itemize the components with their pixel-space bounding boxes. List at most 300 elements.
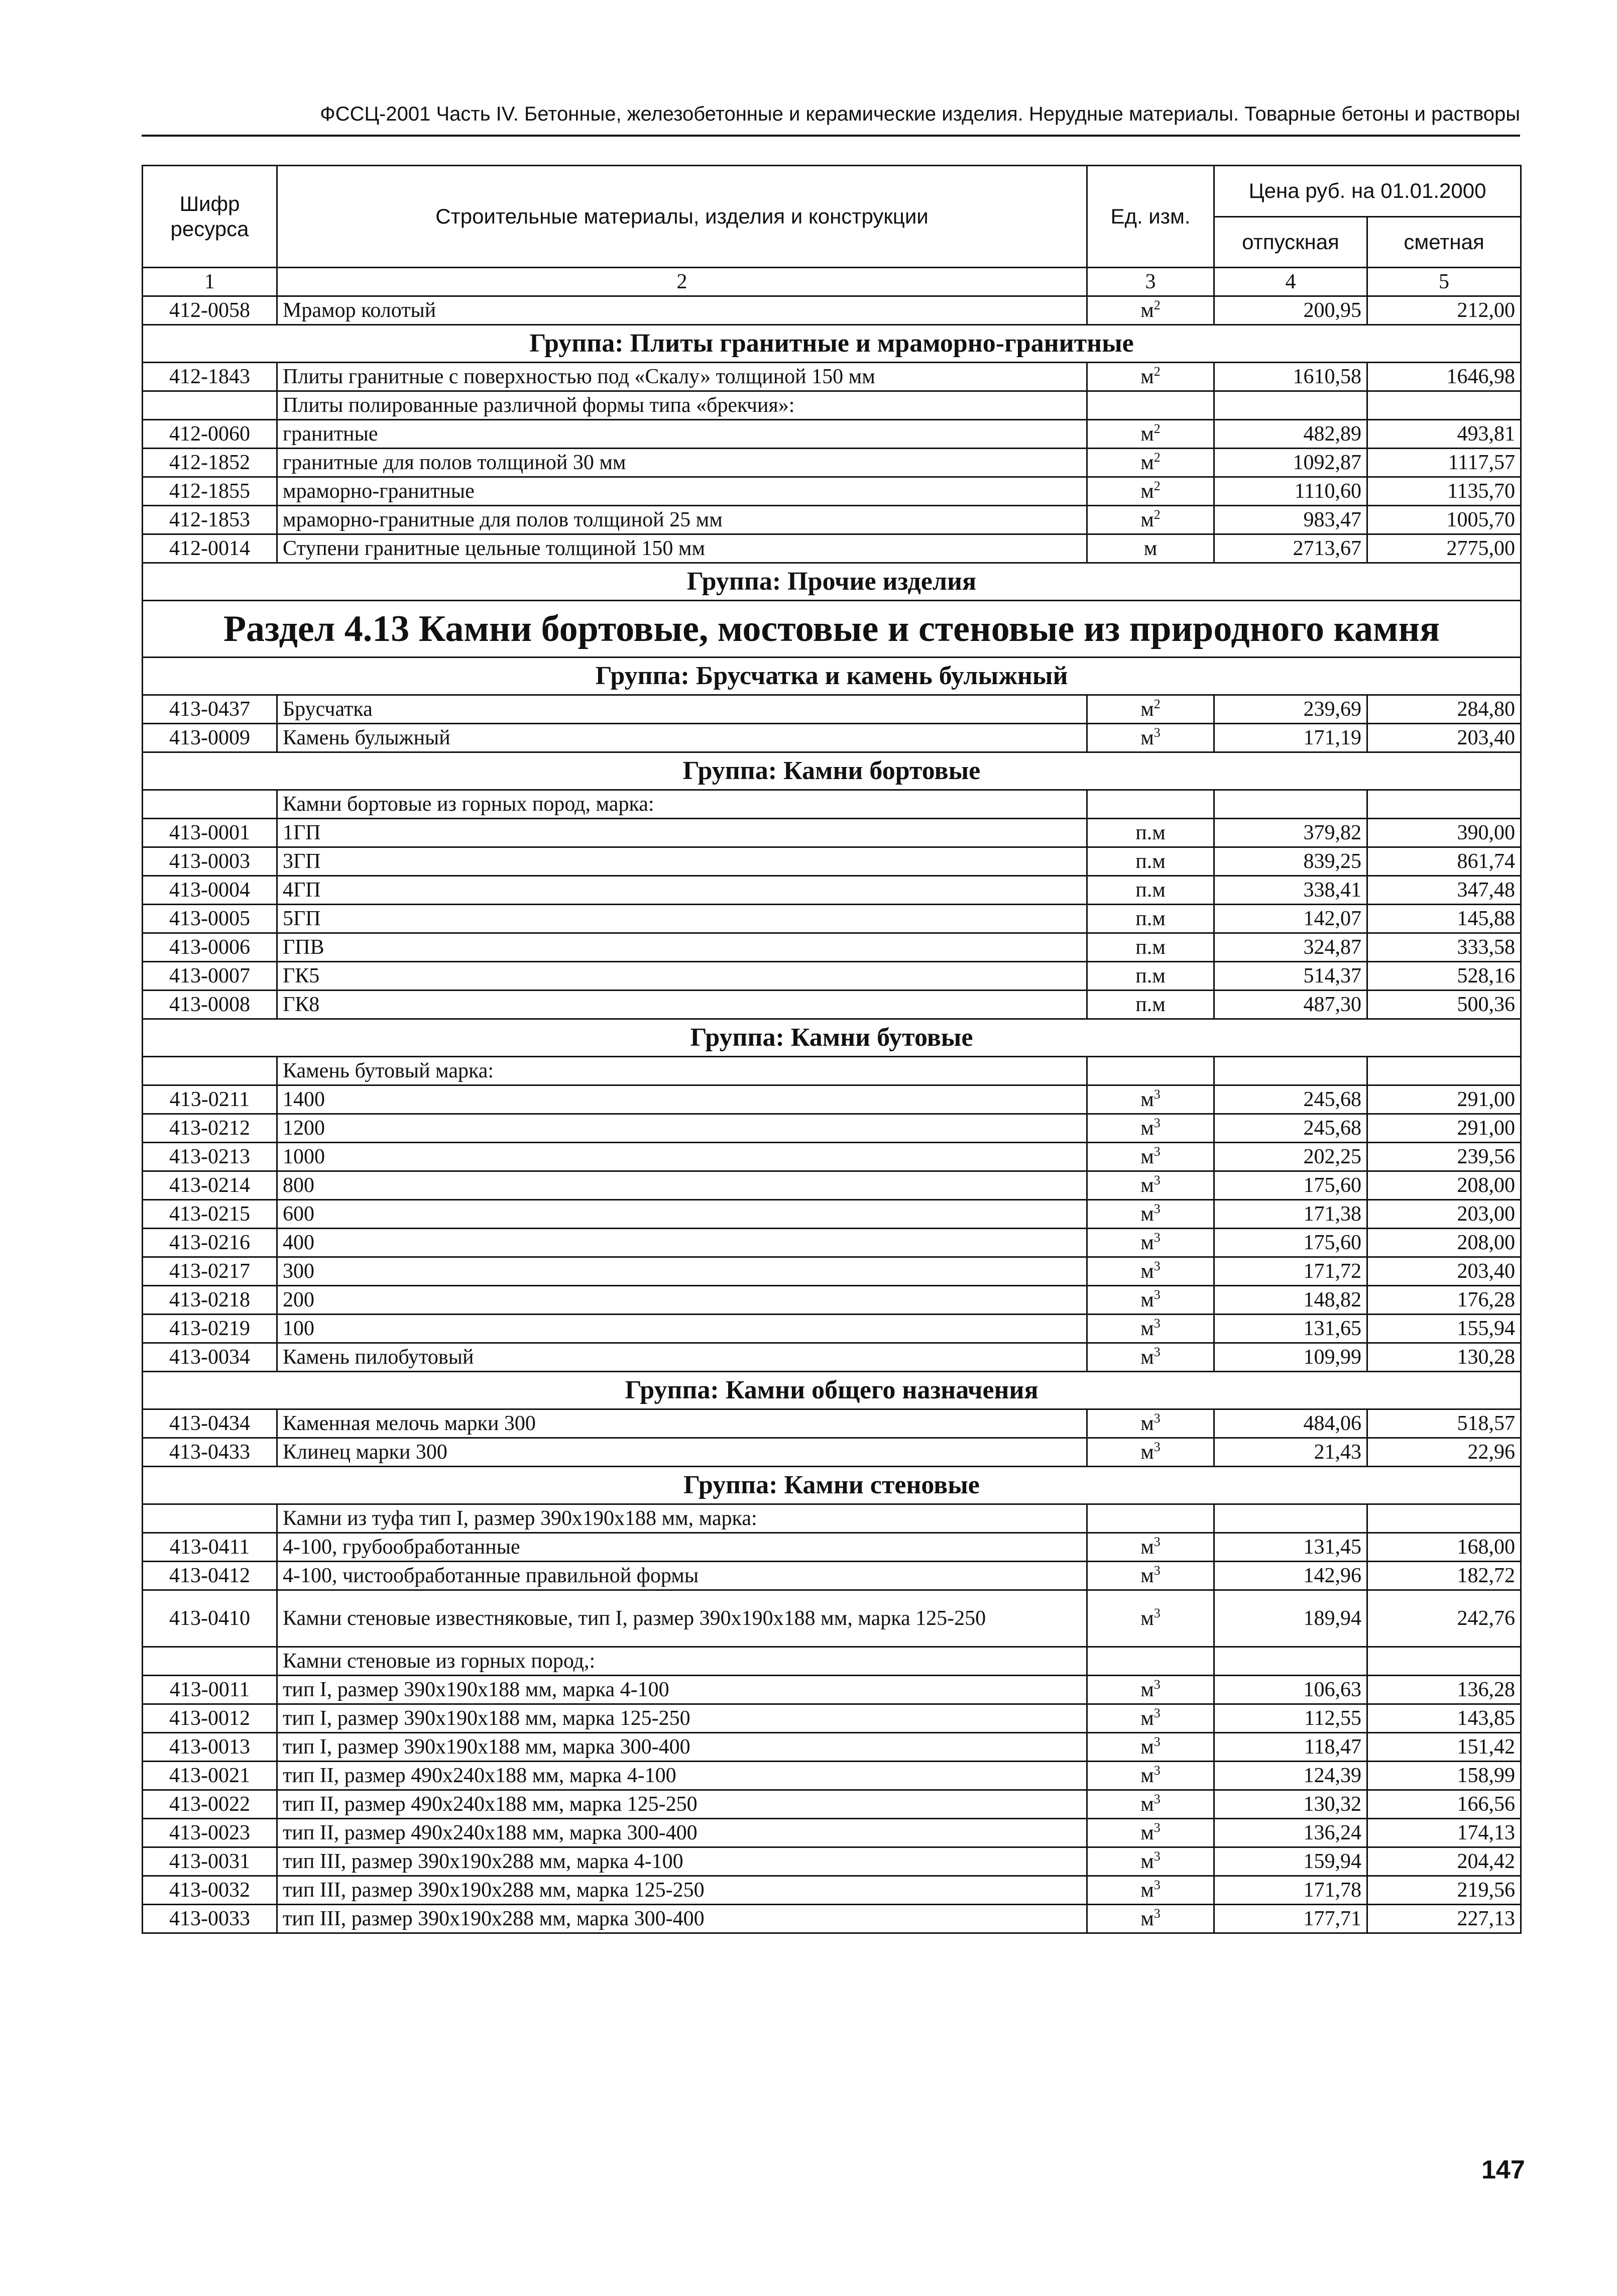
release-price: 379,82 bbox=[1214, 819, 1367, 847]
table-row bbox=[143, 1200, 1521, 1229]
unit-of-measure bbox=[1087, 363, 1214, 391]
table-row bbox=[143, 1257, 1521, 1286]
resource-code: 413-0012 bbox=[143, 1704, 277, 1733]
resource-code: 413-0021 bbox=[143, 1762, 277, 1790]
unit-exponent: 3 bbox=[1153, 1116, 1161, 1130]
unit-of-measure bbox=[1087, 506, 1214, 534]
table-row bbox=[143, 876, 1521, 905]
estimate-price: 239,56 bbox=[1367, 1143, 1521, 1171]
row-unit-empty bbox=[1087, 1504, 1214, 1533]
unit-exponent: 3 bbox=[1153, 1563, 1161, 1578]
material-name: 4-100, грубообработанные bbox=[277, 1533, 1087, 1562]
resource-code: 413-0216 bbox=[143, 1229, 277, 1257]
material-name: тип III, размер 390х190х288 мм, марка 4-100 bbox=[277, 1847, 1087, 1876]
material-name: ГК8 bbox=[277, 991, 1087, 1019]
unit-of-measure bbox=[1087, 1315, 1214, 1343]
unit-of-measure bbox=[1087, 1143, 1214, 1171]
resource-code: 413-0411 bbox=[143, 1533, 277, 1562]
group-heading-row bbox=[143, 563, 1521, 601]
release-price: 106,63 bbox=[1214, 1676, 1367, 1704]
material-name: ГК5 bbox=[277, 962, 1087, 991]
table-row bbox=[143, 1315, 1521, 1343]
table-row bbox=[143, 991, 1521, 1019]
estimate-price: 291,00 bbox=[1367, 1085, 1521, 1114]
release-price: 514,37 bbox=[1214, 962, 1367, 991]
resource-code: 413-0410 bbox=[143, 1590, 277, 1647]
estimate-price: 227,13 bbox=[1367, 1905, 1521, 1933]
unit-of-measure bbox=[1087, 1085, 1214, 1114]
unit-exponent: 3 bbox=[1153, 1535, 1161, 1549]
material-name: тип I, размер 390х190х188 мм, марка 300-400 bbox=[277, 1733, 1087, 1762]
unit-of-measure bbox=[1087, 534, 1214, 563]
estimate-price: 130,28 bbox=[1367, 1343, 1521, 1372]
material-name: Камень пилобутовый bbox=[277, 1343, 1087, 1372]
group-title: Группа: Камни общего назначения bbox=[143, 1372, 1521, 1409]
unit-text: п.м bbox=[1135, 936, 1166, 959]
resource-code: 413-0032 bbox=[143, 1876, 277, 1905]
unit-exponent: 2 bbox=[1153, 507, 1161, 522]
subheading-row bbox=[143, 1647, 1521, 1676]
column-number: 1 bbox=[143, 268, 277, 296]
release-price: 159,94 bbox=[1214, 1847, 1367, 1876]
unit-of-measure bbox=[1087, 1171, 1214, 1200]
estimate-price: 203,40 bbox=[1367, 724, 1521, 752]
unit-of-measure bbox=[1087, 1819, 1214, 1847]
table-row bbox=[143, 1876, 1521, 1905]
subheading-row bbox=[143, 1504, 1521, 1533]
resource-code: 413-0033 bbox=[143, 1905, 277, 1933]
release-price: 338,41 bbox=[1214, 876, 1367, 905]
unit-of-measure bbox=[1087, 905, 1214, 933]
unit-exponent: 2 bbox=[1153, 421, 1161, 436]
table-row bbox=[143, 819, 1521, 847]
resource-code: 412-1852 bbox=[143, 449, 277, 477]
resource-code: 413-0011 bbox=[143, 1676, 277, 1704]
material-name: тип II, размер 490х240х188 мм, марка 4-100 bbox=[277, 1762, 1087, 1790]
table-row bbox=[143, 534, 1521, 563]
unit-of-measure bbox=[1087, 1905, 1214, 1933]
unit-of-measure bbox=[1087, 1562, 1214, 1590]
table-row bbox=[143, 477, 1521, 506]
unit-exponent: 2 bbox=[1153, 697, 1161, 711]
release-price: 484,06 bbox=[1214, 1409, 1367, 1438]
unit-text: м bbox=[1140, 1821, 1154, 1844]
resource-code: 413-0218 bbox=[143, 1286, 277, 1315]
unit-text: п.м bbox=[1135, 993, 1166, 1016]
unit-text: м bbox=[1140, 1793, 1154, 1816]
unit-of-measure bbox=[1087, 847, 1214, 876]
table-row bbox=[143, 420, 1521, 449]
release-price: 142,07 bbox=[1214, 905, 1367, 933]
material-name: 5ГП bbox=[277, 905, 1087, 933]
group-title: Группа: Брусчатка и камень булыжный bbox=[143, 658, 1521, 695]
estimate-price: 212,00 bbox=[1367, 296, 1521, 325]
row-release-empty bbox=[1214, 391, 1367, 420]
release-price: 175,60 bbox=[1214, 1171, 1367, 1200]
estimate-price: 182,72 bbox=[1367, 1562, 1521, 1590]
group-title: Группа: Камни бортовые bbox=[143, 752, 1521, 790]
column-header-release: отпускная bbox=[1214, 216, 1367, 268]
material-name: Мрамор колотый bbox=[277, 296, 1087, 325]
unit-text: м bbox=[1140, 1288, 1154, 1311]
unit-exponent: 3 bbox=[1153, 1230, 1161, 1245]
estimate-price: 204,42 bbox=[1367, 1847, 1521, 1876]
unit-text: м bbox=[1140, 1678, 1154, 1701]
table-row bbox=[143, 363, 1521, 391]
unit-text: м bbox=[1140, 1850, 1154, 1873]
unit-exponent: 3 bbox=[1153, 1734, 1161, 1749]
release-price: 118,47 bbox=[1214, 1733, 1367, 1762]
header-divider bbox=[142, 135, 1520, 137]
unit-text: м bbox=[1140, 726, 1154, 749]
unit-of-measure bbox=[1087, 991, 1214, 1019]
subheading-text: Камни стеновые из горных пород,: bbox=[277, 1647, 1087, 1676]
unit-of-measure bbox=[1087, 1257, 1214, 1286]
unit-exponent: 2 bbox=[1153, 479, 1161, 493]
release-price: 482,89 bbox=[1214, 420, 1367, 449]
table-row bbox=[143, 1286, 1521, 1315]
material-name: Камень булыжный bbox=[277, 724, 1087, 752]
unit-exponent: 3 bbox=[1153, 1820, 1161, 1835]
column-number-row bbox=[143, 268, 1521, 296]
release-price: 171,78 bbox=[1214, 1876, 1367, 1905]
release-price: 142,96 bbox=[1214, 1562, 1367, 1590]
table-row bbox=[143, 1171, 1521, 1200]
resource-code: 412-1853 bbox=[143, 506, 277, 534]
release-price: 1092,87 bbox=[1214, 449, 1367, 477]
unit-exponent: 3 bbox=[1153, 1173, 1161, 1187]
release-price: 109,99 bbox=[1214, 1343, 1367, 1372]
resource-code: 412-1843 bbox=[143, 363, 277, 391]
table-row bbox=[143, 296, 1521, 325]
estimate-price: 168,00 bbox=[1367, 1533, 1521, 1562]
unit-text: м bbox=[1140, 508, 1154, 531]
resource-code: 413-0213 bbox=[143, 1143, 277, 1171]
resource-code: 413-0005 bbox=[143, 905, 277, 933]
resource-code: 413-0215 bbox=[143, 1200, 277, 1229]
unit-text: м bbox=[1140, 422, 1154, 446]
row-unit-empty bbox=[1087, 790, 1214, 819]
subheading-text: Камень бутовый марка: bbox=[277, 1057, 1087, 1085]
estimate-price: 528,16 bbox=[1367, 962, 1521, 991]
estimate-price: 518,57 bbox=[1367, 1409, 1521, 1438]
unit-text: м bbox=[1143, 537, 1158, 560]
unit-of-measure bbox=[1087, 1762, 1214, 1790]
estimate-price: 208,00 bbox=[1367, 1229, 1521, 1257]
unit-exponent: 3 bbox=[1153, 1849, 1161, 1864]
row-estimate-empty bbox=[1367, 391, 1521, 420]
row-release-empty bbox=[1214, 790, 1367, 819]
section-heading-row bbox=[143, 601, 1521, 658]
release-price: 171,19 bbox=[1214, 724, 1367, 752]
group-title: Группа: Камни стеновые bbox=[143, 1467, 1521, 1504]
unit-of-measure bbox=[1087, 933, 1214, 962]
release-price: 148,82 bbox=[1214, 1286, 1367, 1315]
resource-code: 413-0412 bbox=[143, 1562, 277, 1590]
group-heading-row bbox=[143, 1019, 1521, 1057]
column-number: 3 bbox=[1087, 268, 1214, 296]
resource-code: 412-0014 bbox=[143, 534, 277, 563]
release-price: 324,87 bbox=[1214, 933, 1367, 962]
unit-text: м bbox=[1140, 1260, 1154, 1283]
unit-of-measure bbox=[1087, 449, 1214, 477]
estimate-price: 203,40 bbox=[1367, 1257, 1521, 1286]
price-table bbox=[142, 165, 1522, 1934]
unit-text: м bbox=[1140, 1441, 1154, 1464]
unit-of-measure bbox=[1087, 962, 1214, 991]
unit-text: м bbox=[1140, 1174, 1154, 1197]
resource-code: 413-0031 bbox=[143, 1847, 277, 1876]
unit-of-measure bbox=[1087, 819, 1214, 847]
group-title: Группа: Прочие изделия bbox=[143, 563, 1521, 601]
group-heading-row bbox=[143, 658, 1521, 695]
material-name: 4-100, чистообработанные правильной формы bbox=[277, 1562, 1087, 1590]
resource-code: 413-0023 bbox=[143, 1819, 277, 1847]
group-heading-row bbox=[143, 752, 1521, 790]
material-name: 600 bbox=[277, 1200, 1087, 1229]
estimate-price: 145,88 bbox=[1367, 905, 1521, 933]
unit-exponent: 3 bbox=[1153, 725, 1161, 740]
group-heading-row bbox=[143, 1372, 1521, 1409]
column-header-price: Цена руб. на 01.01.2000 bbox=[1214, 166, 1521, 217]
unit-exponent: 3 bbox=[1153, 1287, 1161, 1302]
material-name: тип I, размер 390х190х188 мм, марка 4-100 bbox=[277, 1676, 1087, 1704]
estimate-price: 166,56 bbox=[1367, 1790, 1521, 1819]
resource-code: 413-0022 bbox=[143, 1790, 277, 1819]
unit-of-measure bbox=[1087, 724, 1214, 752]
release-price: 1110,60 bbox=[1214, 477, 1367, 506]
estimate-price: 333,58 bbox=[1367, 933, 1521, 962]
unit-text: м bbox=[1140, 451, 1154, 474]
material-name: тип III, размер 390х190х288 мм, марка 300-400 bbox=[277, 1905, 1087, 1933]
release-price: 130,32 bbox=[1214, 1790, 1367, 1819]
table-row bbox=[143, 1819, 1521, 1847]
group-title: Группа: Камни бутовые bbox=[143, 1019, 1521, 1057]
table-row bbox=[143, 1847, 1521, 1876]
estimate-price: 143,85 bbox=[1367, 1704, 1521, 1733]
table-row bbox=[143, 695, 1521, 724]
release-price: 239,69 bbox=[1214, 695, 1367, 724]
release-price: 175,60 bbox=[1214, 1229, 1367, 1257]
unit-exponent: 3 bbox=[1153, 1316, 1161, 1331]
estimate-price: 284,80 bbox=[1367, 695, 1521, 724]
resource-code: 413-0034 bbox=[143, 1343, 277, 1372]
release-price: 189,94 bbox=[1214, 1590, 1367, 1647]
resource-code: 413-0003 bbox=[143, 847, 277, 876]
material-name: ГПВ bbox=[277, 933, 1087, 962]
column-number: 4 bbox=[1214, 268, 1367, 296]
estimate-price: 390,00 bbox=[1367, 819, 1521, 847]
unit-text: м bbox=[1140, 1707, 1154, 1730]
material-name: мраморно-гранитные для полов толщиной 25 мм bbox=[277, 506, 1087, 534]
unit-text: м bbox=[1140, 1879, 1154, 1902]
material-name: Камни стеновые известняковые, тип I, размер 390х190х188 мм, марка 125-250 bbox=[277, 1590, 1087, 1647]
release-price: 21,43 bbox=[1214, 1438, 1367, 1467]
row-code-empty bbox=[143, 391, 277, 420]
row-release-empty bbox=[1214, 1647, 1367, 1676]
release-price: 487,30 bbox=[1214, 991, 1367, 1019]
subheading-text: Камни бортовые из горных пород, марка: bbox=[277, 790, 1087, 819]
row-estimate-empty bbox=[1367, 1647, 1521, 1676]
estimate-price: 155,94 bbox=[1367, 1315, 1521, 1343]
row-code-empty bbox=[143, 790, 277, 819]
unit-text: м bbox=[1140, 1088, 1154, 1111]
table-row bbox=[143, 1790, 1521, 1819]
unit-exponent: 2 bbox=[1153, 298, 1161, 312]
resource-code: 413-0008 bbox=[143, 991, 277, 1019]
unit-exponent: 3 bbox=[1153, 1763, 1161, 1778]
group-heading-row bbox=[143, 1467, 1521, 1504]
resource-code: 413-0219 bbox=[143, 1315, 277, 1343]
release-price: 2713,67 bbox=[1214, 534, 1367, 563]
unit-of-measure bbox=[1087, 1114, 1214, 1143]
material-name: 200 bbox=[277, 1286, 1087, 1315]
resource-code: 413-0013 bbox=[143, 1733, 277, 1762]
material-name: Клинец марки 300 bbox=[277, 1438, 1087, 1467]
table-row bbox=[143, 1905, 1521, 1933]
unit-text: м bbox=[1140, 1202, 1154, 1226]
resource-code: 413-0004 bbox=[143, 876, 277, 905]
row-unit-empty bbox=[1087, 1647, 1214, 1676]
resource-code: 412-1855 bbox=[143, 477, 277, 506]
column-header-name: Строительные материалы, изделия и конструкции bbox=[277, 166, 1087, 268]
unit-text: п.м bbox=[1135, 907, 1166, 930]
column-header-code: Шифр ресурса bbox=[143, 166, 277, 268]
table-row bbox=[143, 506, 1521, 534]
estimate-price: 219,56 bbox=[1367, 1876, 1521, 1905]
unit-of-measure bbox=[1087, 420, 1214, 449]
unit-exponent: 3 bbox=[1153, 1440, 1161, 1454]
material-name: тип I, размер 390х190х188 мм, марка 125-250 bbox=[277, 1704, 1087, 1733]
release-price: 177,71 bbox=[1214, 1905, 1367, 1933]
unit-text: м bbox=[1140, 365, 1154, 388]
unit-of-measure bbox=[1087, 1733, 1214, 1762]
row-estimate-empty bbox=[1367, 790, 1521, 819]
material-name: Плиты гранитные с поверхностью под «Скалу» толщиной 150 мм bbox=[277, 363, 1087, 391]
material-name: тип III, размер 390х190х288 мм, марка 125-250 bbox=[277, 1876, 1087, 1905]
unit-text: м bbox=[1140, 1536, 1154, 1559]
table-row bbox=[143, 1409, 1521, 1438]
unit-exponent: 3 bbox=[1153, 1087, 1161, 1102]
subheading-text: Плиты полированные различной формы типа «брекчия»: bbox=[277, 391, 1087, 420]
group-title: Группа: Плиты гранитные и мраморно-гранитные bbox=[143, 325, 1521, 363]
material-name: Брусчатка bbox=[277, 695, 1087, 724]
material-name: 300 bbox=[277, 1257, 1087, 1286]
unit-text: м bbox=[1140, 1117, 1154, 1140]
unit-text: м bbox=[1140, 1607, 1154, 1630]
material-name: Каменная мелочь марки 300 bbox=[277, 1409, 1087, 1438]
release-price: 245,68 bbox=[1214, 1085, 1367, 1114]
resource-code: 413-0214 bbox=[143, 1171, 277, 1200]
resource-code: 413-0217 bbox=[143, 1257, 277, 1286]
estimate-price: 347,48 bbox=[1367, 876, 1521, 905]
resource-code: 413-0001 bbox=[143, 819, 277, 847]
row-code-empty bbox=[143, 1504, 277, 1533]
release-price: 200,95 bbox=[1214, 296, 1367, 325]
column-header-row bbox=[143, 166, 1521, 217]
unit-exponent: 3 bbox=[1153, 1201, 1161, 1216]
estimate-price: 208,00 bbox=[1367, 1171, 1521, 1200]
unit-text: м bbox=[1140, 1564, 1154, 1587]
material-name: 400 bbox=[277, 1229, 1087, 1257]
estimate-price: 151,42 bbox=[1367, 1733, 1521, 1762]
material-name: тип II, размер 490х240х188 мм, марка 125-250 bbox=[277, 1790, 1087, 1819]
unit-text: п.м bbox=[1135, 964, 1166, 988]
release-price: 1610,58 bbox=[1214, 363, 1367, 391]
unit-text: м bbox=[1140, 1907, 1154, 1930]
unit-of-measure bbox=[1087, 876, 1214, 905]
unit-of-measure bbox=[1087, 1876, 1214, 1905]
table-row bbox=[143, 1704, 1521, 1733]
unit-of-measure bbox=[1087, 1286, 1214, 1315]
unit-exponent: 3 bbox=[1153, 1677, 1161, 1692]
material-name: 1ГП bbox=[277, 819, 1087, 847]
table-row bbox=[143, 962, 1521, 991]
estimate-price: 861,74 bbox=[1367, 847, 1521, 876]
column-header-unit: Ед. изм. bbox=[1087, 166, 1214, 268]
resource-code: 413-0007 bbox=[143, 962, 277, 991]
unit-exponent: 3 bbox=[1153, 1144, 1161, 1159]
row-code-empty bbox=[143, 1647, 277, 1676]
unit-of-measure bbox=[1087, 1590, 1214, 1647]
table-row bbox=[143, 1676, 1521, 1704]
table-row bbox=[143, 1114, 1521, 1143]
unit-text: п.м bbox=[1135, 850, 1166, 873]
estimate-price: 158,99 bbox=[1367, 1762, 1521, 1790]
unit-text: м bbox=[1140, 1231, 1154, 1254]
material-name: тип II, размер 490х240х188 мм, марка 300-400 bbox=[277, 1819, 1087, 1847]
group-heading-row bbox=[143, 325, 1521, 363]
release-price: 136,24 bbox=[1214, 1819, 1367, 1847]
release-price: 131,65 bbox=[1214, 1315, 1367, 1343]
unit-exponent: 3 bbox=[1153, 1606, 1161, 1620]
row-code-empty bbox=[143, 1057, 277, 1085]
material-name: гранитные для полов толщиной 30 мм bbox=[277, 449, 1087, 477]
row-estimate-empty bbox=[1367, 1504, 1521, 1533]
unit-of-measure bbox=[1087, 1200, 1214, 1229]
unit-exponent: 3 bbox=[1153, 1411, 1161, 1426]
estimate-price: 1646,98 bbox=[1367, 363, 1521, 391]
unit-of-measure bbox=[1087, 1790, 1214, 1819]
unit-exponent: 3 bbox=[1153, 1345, 1161, 1359]
table-row bbox=[143, 905, 1521, 933]
unit-text: п.м bbox=[1135, 821, 1166, 844]
column-header-estimate: сметная bbox=[1367, 216, 1521, 268]
estimate-price: 1135,70 bbox=[1367, 477, 1521, 506]
table-row bbox=[143, 1533, 1521, 1562]
table-row bbox=[143, 1343, 1521, 1372]
unit-text: м bbox=[1140, 1317, 1154, 1340]
unit-exponent: 3 bbox=[1153, 1906, 1161, 1921]
table-row bbox=[143, 1562, 1521, 1590]
unit-text: м bbox=[1140, 1764, 1154, 1787]
section-title: Раздел 4.13 Камни бортовые, мостовые и стеновые из природного камня bbox=[143, 601, 1521, 658]
row-release-empty bbox=[1214, 1057, 1367, 1085]
release-price: 124,39 bbox=[1214, 1762, 1367, 1790]
unit-of-measure bbox=[1087, 477, 1214, 506]
unit-text: м bbox=[1140, 480, 1154, 503]
table-row bbox=[143, 847, 1521, 876]
release-price: 171,72 bbox=[1214, 1257, 1367, 1286]
unit-of-measure bbox=[1087, 1704, 1214, 1733]
running-title: ФССЦ-2001 Часть IV. Бетонные, железобетонные и керамические изделия. Нерудные материалы. Товарные бетоны и растворы bbox=[320, 103, 1520, 125]
row-estimate-empty bbox=[1367, 1057, 1521, 1085]
material-name: 800 bbox=[277, 1171, 1087, 1200]
column-number: 5 bbox=[1367, 268, 1521, 296]
unit-of-measure bbox=[1087, 1847, 1214, 1876]
unit-of-measure bbox=[1087, 1343, 1214, 1372]
unit-of-measure bbox=[1087, 1676, 1214, 1704]
